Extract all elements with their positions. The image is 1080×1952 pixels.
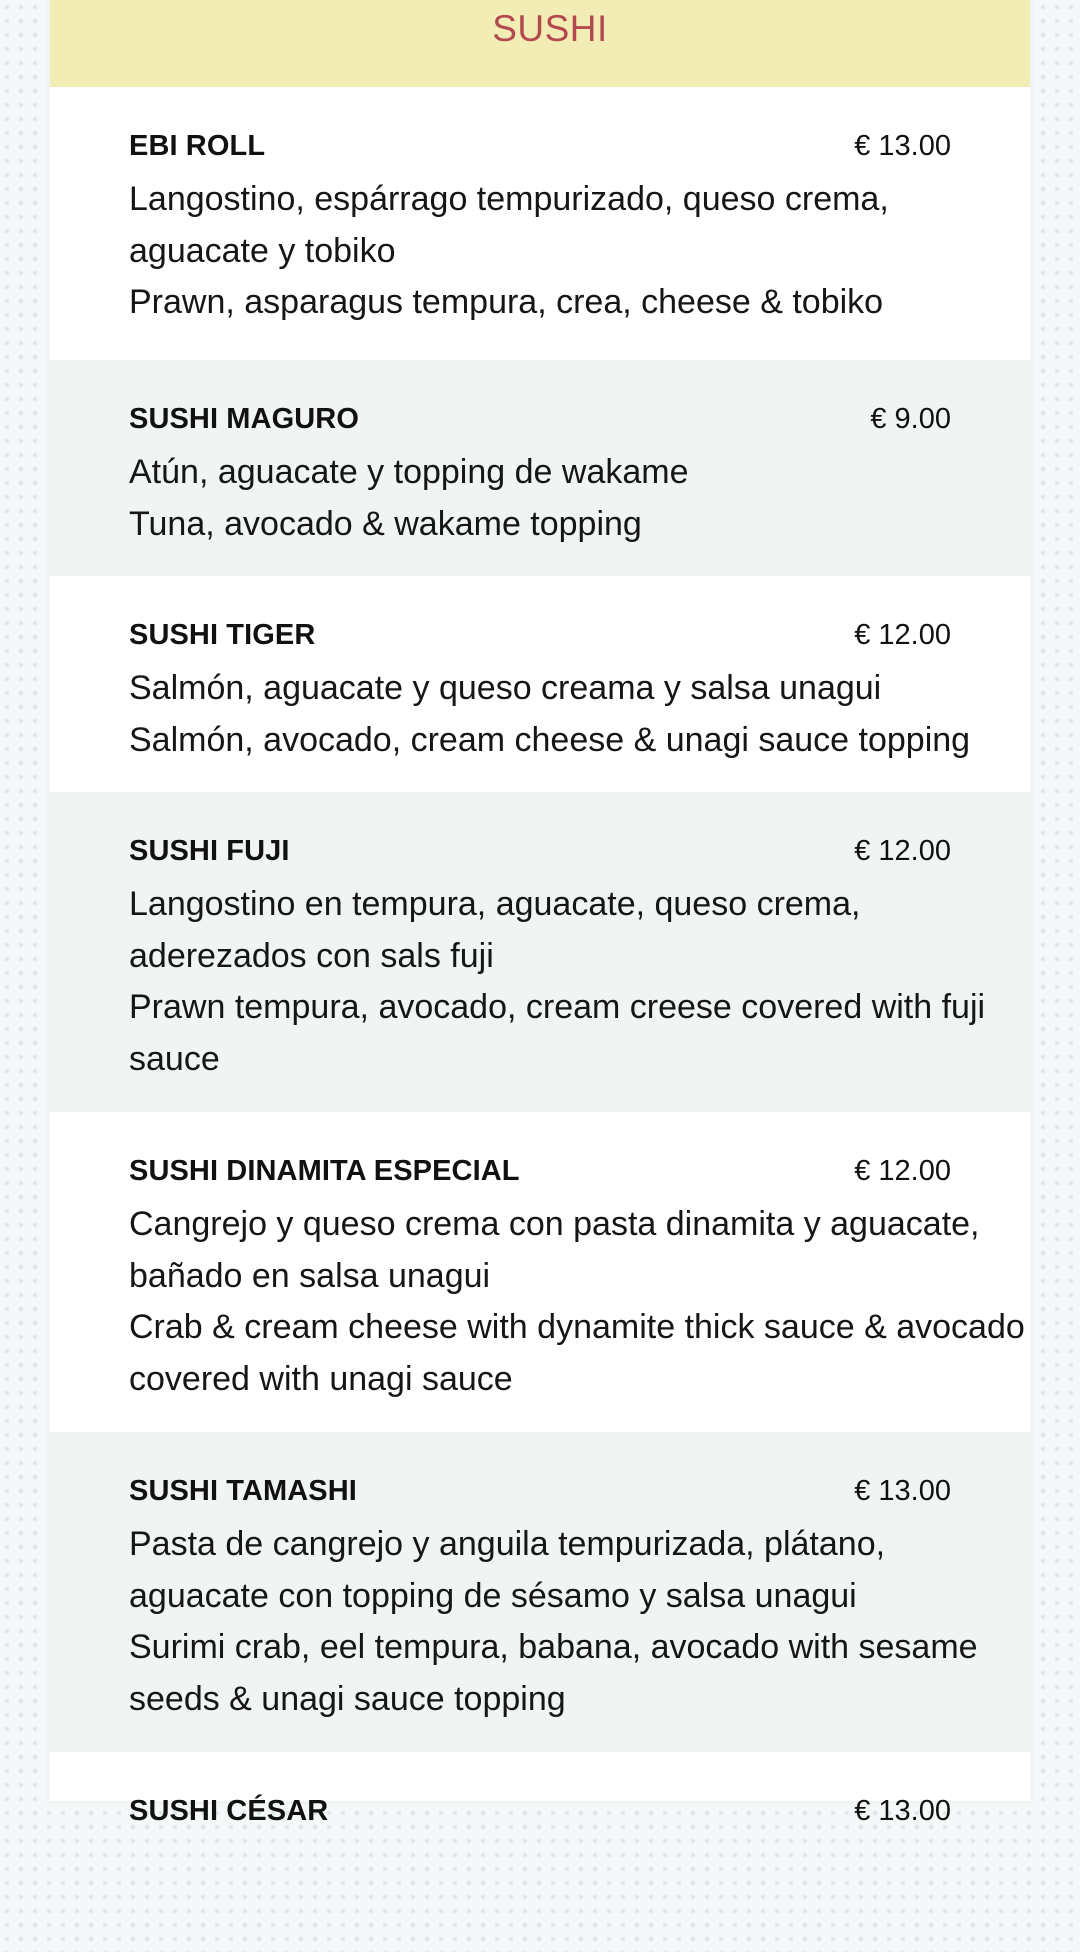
item-description-es: Pasta de cangrejo y anguila tempurizada, plátano, aguacate con topping de sésamo y salsa unagui xyxy=(129,1525,886,1615)
item-description-en: Crab & cream cheese with dynamite thick sauce & avocado covered with unagi sauce xyxy=(129,1308,1025,1398)
item-description-es: Cangrejo y queso crema con pasta dinamita y aguacate, bañado en salsa unagui xyxy=(129,1205,980,1295)
item-price: € 9.00 xyxy=(870,403,951,435)
item-description xyxy=(129,1519,1034,1725)
menu-item-sushi-dinamita-especial[interactable] xyxy=(50,1112,1030,1432)
item-description xyxy=(129,1199,1034,1405)
item-description xyxy=(129,663,1034,766)
item-description xyxy=(129,447,1034,550)
item-description xyxy=(129,879,1034,1085)
item-description-es: Atún, aguacate y topping de wakame xyxy=(129,453,689,491)
item-description-es: Langostino, espárrago tempurizado, queso crema, aguacate y tobiko xyxy=(129,180,889,270)
item-head xyxy=(129,130,951,163)
menu-panel xyxy=(50,0,1030,1827)
item-head xyxy=(129,403,951,436)
menu-item-sushi-fuji[interactable] xyxy=(50,792,1030,1112)
item-description-en: Surimi crab, eel tempura, babana, avocado with sesame seeds & unagi sauce topping xyxy=(129,1628,978,1718)
menu-item-ebi-roll[interactable] xyxy=(50,87,1030,360)
item-head xyxy=(129,835,951,868)
item-head xyxy=(129,1795,951,1828)
item-name: SUSHI TAMASHI xyxy=(129,1475,357,1507)
item-price: € 12.00 xyxy=(854,835,951,867)
item-name: SUSHI CÉSAR xyxy=(129,1795,329,1827)
menu-item-sushi-maguro[interactable] xyxy=(50,360,1030,576)
item-description-en: Tuna, avocado & wakame topping xyxy=(129,504,642,543)
item-price: € 13.00 xyxy=(854,130,951,162)
item-name: SUSHI TIGER xyxy=(129,619,316,651)
item-price: € 13.00 xyxy=(854,1795,951,1827)
item-description-es: Salmón, aguacate y queso creama y salsa unagui xyxy=(129,669,882,707)
item-head xyxy=(129,1155,951,1188)
item-price: € 13.00 xyxy=(854,1475,951,1507)
item-description-en: Prawn, asparagus tempura, crea, cheese & tobiko xyxy=(129,283,884,321)
item-price: € 12.00 xyxy=(854,1155,951,1187)
item-description-en: Prawn tempura, avocado, cream creese covered with fuji sauce xyxy=(129,988,986,1078)
item-description-es: Langostino en tempura, aguacate, queso crema, aderezados con sals fuji xyxy=(129,885,861,975)
menu-item-sushi-tamashi[interactable] xyxy=(50,1432,1030,1752)
item-name: SUSHI FUJI xyxy=(129,835,290,867)
item-description xyxy=(129,174,1034,329)
item-name: SUSHI MAGURO xyxy=(129,403,359,435)
item-price: € 12.00 xyxy=(854,619,951,651)
section-header xyxy=(50,0,1030,87)
section-title: SUSHI xyxy=(492,8,608,49)
menu-item-sushi-cesar[interactable] xyxy=(50,1752,1030,1952)
item-name: EBI ROLL xyxy=(129,130,266,162)
item-name: SUSHI DINAMITA ESPECIAL xyxy=(129,1155,520,1187)
item-head xyxy=(129,619,951,652)
menu-item-sushi-tiger[interactable] xyxy=(50,576,1030,792)
item-description-en: Salmón, avocado, cream cheese & unagi sauce topping xyxy=(129,720,971,759)
item-head xyxy=(129,1475,951,1508)
